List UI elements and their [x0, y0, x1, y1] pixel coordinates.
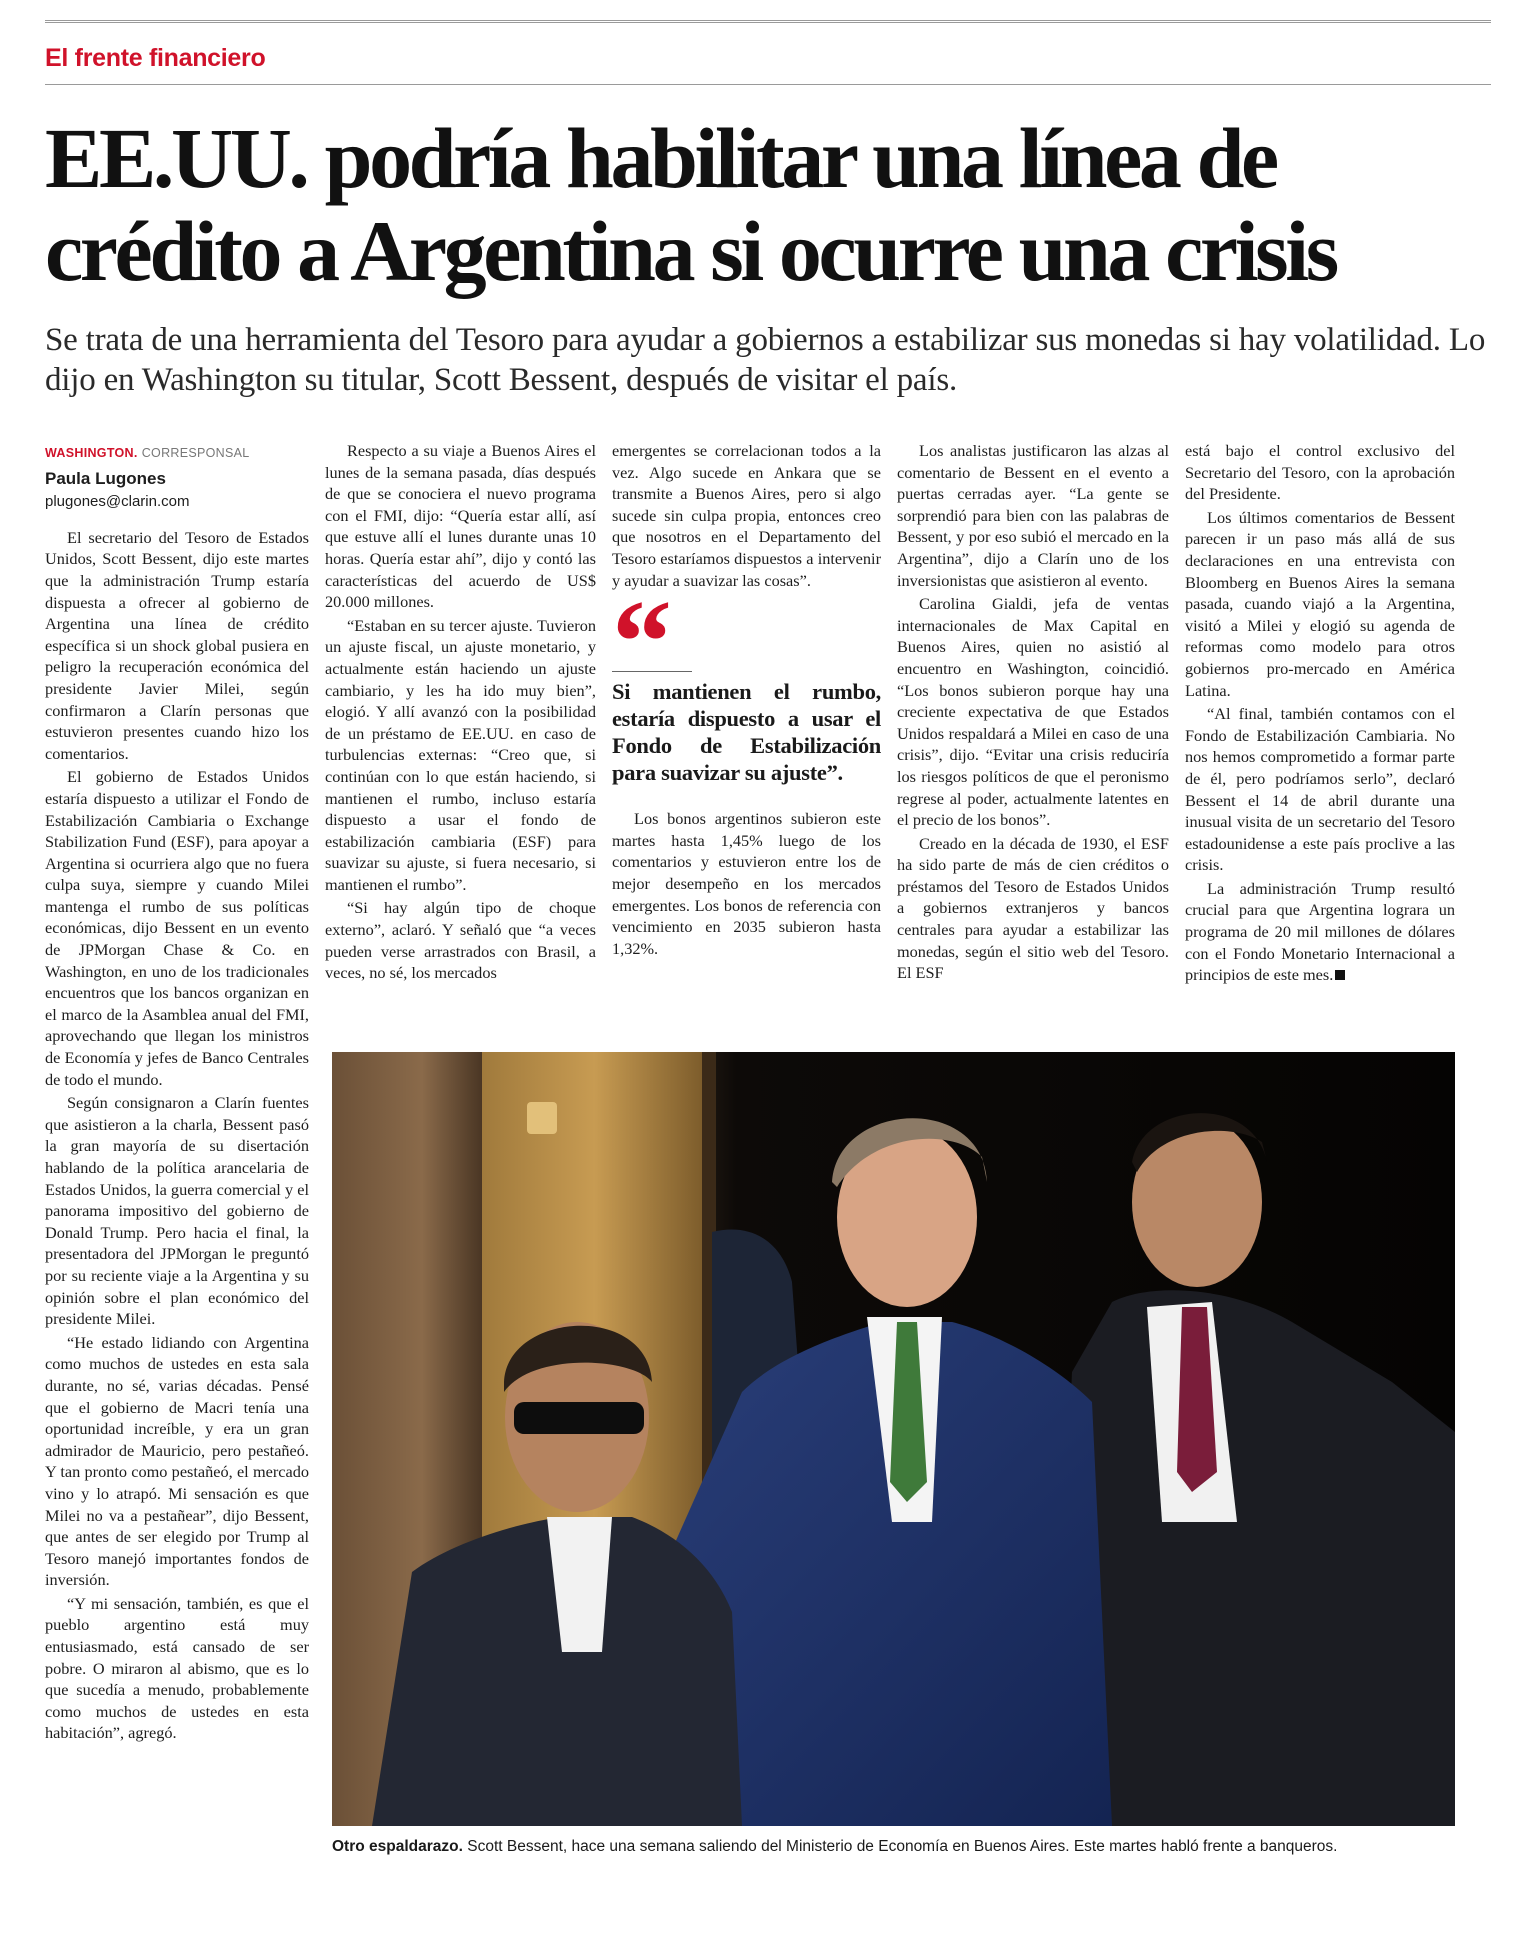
paragraph: Los analistas justificaron las alzas al comentario de Bessent en el evento a puertas cerradas ayer. “La gente se sorprendió para bien con las palabras de Bessent, y por eso subió el mercado en la Argentina”, dijo a Clarín uno de los inversionistas que asistieron al evento.	[897, 441, 1169, 590]
article-column-1	[45, 441, 309, 1746]
paragraph: Según consignaron a Clarín fuentes que asistieron a la charla, Bessent pasó la gran mayoría de su disertación hablando de la política arancelaria de Estados Unidos, la guerra comercial y el panorama impositivo del gobierno de Donald Trump. Pero hacia el final, la presentadora del JPMorgan le preguntó por su reciente viaje a la Argentina y su opinión sobre el plan económico del presidente Milei.	[45, 1093, 309, 1329]
article-column-4	[897, 440, 1169, 986]
pull-quote	[612, 575, 881, 786]
article-column-5	[1185, 440, 1455, 988]
section-label: El frente financiero	[45, 44, 266, 72]
article-column-2	[325, 440, 596, 986]
top-rule	[45, 20, 1491, 26]
caption-lead: Otro espaldarazo.	[332, 1838, 463, 1855]
paragraph: El secretario del Tesoro de Estados Unidos, Scott Bessent, dijo este martes que la administración Trump estaría dispuesta a ofrecer al gobierno de Argentina una línea de crédito específica si un shock global pusiera en peligro la recuperación económica del presidente Javier Milei, según confirmaron a Clarín personas que estuvieron presentes cuando hizo los comentarios.	[45, 527, 309, 763]
quote-mark-icon: “	[612, 575, 672, 709]
paragraph: “He estado lidiando con Argentina como muchos de ustedes en esta sala durante, no sé, varias décadas. Pensé que el gobierno de Macri tenía una oportunidad increíble, y era un gran admirador de Mauricio, pero pestañeó. Y tan pronto como pestañeó, el mercado vino y lo atrapó. Mi sensación es que Milei no va a pestañear”, dijo Bessent, que antes de ser elegido por Trump al Tesoro manejó importantes fondos de inversión.	[45, 1332, 309, 1590]
paragraph	[1185, 878, 1455, 986]
headline: EE.UU. podría habilitar una línea de crédito a Argentina si ocurre una crisis	[45, 110, 1336, 299]
byline-author: Paula Lugones	[45, 468, 166, 488]
article-column-3	[612, 440, 881, 961]
deck: Se trata de una herramienta del Tesoro para ayudar a gobiernos a estabilizar sus monedas si hay volatilidad. Lo dijo en Washington su titular, Scott Bessent, después de visitar el país.	[45, 322, 1486, 398]
byline	[45, 441, 309, 513]
paragraph: Carolina Gialdi, jefa de ventas internacionales de Max Capital en Buenos Aires, quien no asistió al encuentro en Washington, coincidió. “Los bonos subieron porque hay una creciente expectativa de que Estados Unidos respaldará a Milei en caso de una crisis”, dijo. “Evitar una crisis reduciría los riesgos políticos de que el peronismo regrese al poder, actualmente latentes en el precio de los bonos”.	[897, 594, 1169, 830]
news-photo	[332, 1052, 1455, 1826]
paragraph: Los bonos argentinos subieron este martes hasta 1,45% luego de los comentarios y estuvieron entre los de mejor desempeño en los mercados emergentes. Los bonos de referencia con vencimiento en 2035 subieron hasta 1,32%.	[612, 809, 881, 958]
photo-caption	[332, 1838, 1455, 1856]
paragraph: Los últimos comentarios de Bessent parecen ir un paso más allá de sus declaraciones en una entrevista con Bloomberg en Buenos Aires la semana pasada, cuando viajó a la Argentina, visitó a Milei y elogió su agenda de reformas como modelo para otros gobiernos pro-mercado en América Latina.	[1185, 507, 1455, 700]
paragraph: “Al final, también contamos con el Fondo de Estabilización Cambiaria. No nos hemos comprometido a formar parte de él, pero podríamos serlo”, declaró Bessent el 14 de abril durante una inusual visita de un secretario del Tesoro estadounidense a este país proclive a las crisis.	[1185, 704, 1455, 875]
paragraph: “Estaban en su tercer ajuste. Tuvieron un ajuste fiscal, un ajuste monetario, y actualmente están haciendo un ajuste cambiario, y les ha ido muy bien”, elogió. Y allí avanzó con la posibilidad de un préstamo de EE.UU. en caso de turbulencias externas: “Creo que, si continúan con lo que están haciendo, si mantienen el rumbo, incluso estaría dispuesto a usar el fondo de estabilización cambiaria (ESF) para suavizar su ajuste, si fuera necesario, si mantienen el rumbo”.	[325, 615, 596, 894]
byline-city: WASHINGTON.	[45, 446, 138, 460]
paragraph: Creado en la década de 1930, el ESF ha sido parte de más de cien créditos o préstamos del Tesoro de Estados Unidos a gobiernos extranjeros y bancos centrales para ayudar a estabilizar las monedas, según el sitio web del Tesoro. El ESF	[897, 833, 1169, 983]
paragraph: está bajo el control exclusivo del Secretario del Tesoro, con la aprobación del Presidente.	[1185, 441, 1455, 504]
paragraph-text: La administración Trump resultó crucial para que Argentina lograra un programa de 20 mil millones de dólares con el Fondo Monetario Internacional a principios de este mes.	[1185, 878, 1455, 985]
end-mark-icon	[1335, 970, 1345, 980]
section-rule	[45, 84, 1491, 85]
pull-quote-text: Si mantienen el rumbo, estaría dispuesto a usar el Fondo de Estabilización para suavizar su ajuste”.	[612, 679, 881, 786]
paragraph: El gobierno de Estados Unidos estaría dispuesto a utilizar el Fondo de Estabilización Cambiaria o Exchange Stabilization Fund (ESF), para apoyar a Argentina si ocurriera algo que no fuera culpa suya, siempre y cuando Milei mantenga el rumbo de sus políticas económicas, dijo Bessent en un evento de JPMorgan Chase & Co. en Washington, en uno de los tradicionales encuentros que los bancos organizan en el marco de la Asamblea anual del FMI, aprovechando que llegan los ministros de Economía y jefes de Banco Centrales de todo el mundo.	[45, 767, 309, 1089]
byline-email[interactable]: plugones@clarin.com	[45, 493, 190, 511]
paragraph: “Si hay algún tipo de choque externo”, aclaró. Y señaló que “a veces pueden verse arrastrados con Brasil, a veces, no sé, los mercados	[325, 898, 596, 983]
paragraph: Respecto a su viaje a Buenos Aires el lunes de la semana pasada, días después de que se conociera el nuevo programa con el FMI, dijo: “Quería estar allí, así que estuve allí el lunes durante unas 10 horas. Quería estar ahí”, dijo y contó las características del acuerdo de US$ 20.000 millones.	[325, 441, 596, 612]
paragraph: “Y mi sensación, también, es que el pueblo argentino está muy entusiasmado, está cansado de ser pobre. O miraron al abismo, que es lo que sucedía a menudo, probablemente como muchos de ustedes en esta habitación”, agregó.	[45, 1593, 309, 1743]
paragraph: emergentes se correlacionan todos a la vez. Algo sucede en Ankara que se transmite a Buenos Aires, pero si algo sucede sin culpa propia, entonces creo que nosotros en el Departamento del Tesoro estaríamos dispuestos a intervenir y ayudar a suavizar las cosas”.	[612, 441, 881, 590]
byline-role: CORRESPONSAL	[141, 446, 250, 460]
caption-text: Scott Bessent, hace una semana saliendo del Ministerio de Economía en Buenos Aires. Este martes habló frente a banqueros.	[462, 1838, 1338, 1855]
